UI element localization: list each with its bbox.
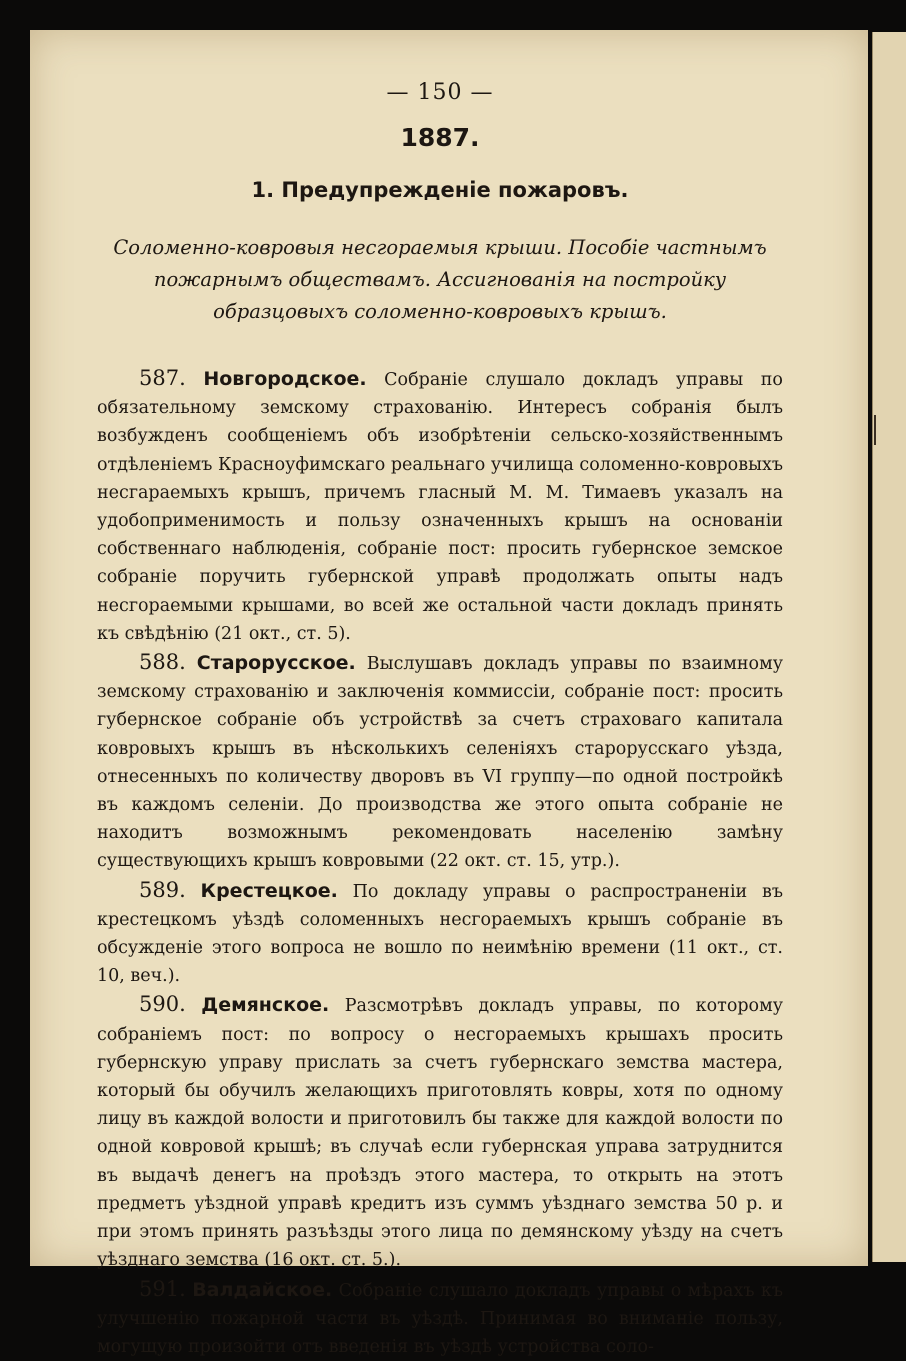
entry-589 bbox=[97, 876, 783, 991]
page-number: — 150 — bbox=[97, 80, 783, 105]
entry-district-name: Валдайское. bbox=[192, 1279, 332, 1301]
entry-number: 590. bbox=[139, 992, 186, 1016]
section-summary: Соломенно-ковровыя несгораемыя крыши. Пособіе частнымъ пожарнымъ обществамъ. Ассигнованія на постройку образцовыхъ соломенно-ковровыхъ крышъ. bbox=[97, 232, 783, 328]
entry-588 bbox=[97, 648, 783, 876]
entry-number: 587. bbox=[139, 366, 186, 390]
page-fold-mark bbox=[868, 415, 876, 445]
entry-text: Разсмотрѣвъ докладъ управы, по которому собраніемъ пост: по вопросу о несгораемыхъ крышахъ просить губернскую управу прислать за счетъ губернскаго земства мастера, который бы обучилъ желающихъ приготовлять ковры, хотя по одному лицу въ каждой волости и приготовилъ бы также для каждой волости по одной ковровой крышѣ; въ случаѣ если губернская управа затруднится въ выдачѣ денегъ на проѣздъ этого мастера, то открыть на этотъ предметъ уѣздной управѣ кредитъ изъ суммъ уѣзднаго земства 50 р. и при этомъ принять разъѣзды этого лица по демянскому уѣзду на счетъ уѣзднаго земства (16 окт. ст. 5.). bbox=[97, 996, 783, 1270]
entry-591 bbox=[97, 1275, 783, 1361]
entry-number: 589. bbox=[139, 878, 186, 902]
year-heading: 1887. bbox=[97, 123, 783, 152]
entry-587 bbox=[97, 364, 783, 648]
entry-district-name: Демянское. bbox=[201, 994, 329, 1016]
entry-590 bbox=[97, 990, 783, 1274]
entry-text: Собраніе слушало докладъ управы о мѣрахъ къ улучшенію пожарной части въ уѣздѣ. Принимая во вниманіе пользу, могущую произойти отъ введенія въ уѣздѣ устройства соло- bbox=[97, 1281, 783, 1357]
entry-number: 591. bbox=[139, 1277, 186, 1301]
adjacent-page-edge bbox=[872, 32, 906, 1262]
section-title: 1. Предупрежденіе пожаровъ. bbox=[97, 178, 783, 202]
entry-number: 588. bbox=[139, 650, 186, 674]
entry-text: Собраніе слушало докладъ управы по обязательному земскому страхованію. Интересъ собранія былъ возбужденъ сообщеніемъ объ изобрѣтеніи сельско-хозяйственнымъ отдѣленіемъ Красноуфимскаго реальнаго училища соломенно-ковровыхъ несгараемыхъ крышъ, причемъ гласный М. М. Тимаевъ указалъ на удобоприменимость и пользу означенныхъ крышъ на основаніи собственнаго наблюденія, собраніе пост: просить губернское земское собраніе поручить губернской управѣ продолжать опыты надъ несгораемыми крышами, во всей же остальной части докладъ принять къ свѣдѣнію (21 окт., ст. 5). bbox=[97, 370, 783, 644]
entry-district-name: Крестецкое. bbox=[201, 880, 338, 902]
entry-district-name: Новгородское. bbox=[203, 368, 366, 390]
entry-district-name: Старорусское. bbox=[197, 652, 356, 674]
page-content bbox=[97, 80, 783, 1361]
entry-text: Выслушавъ докладъ управы по взаимному земскому страхованію и заключенія коммиссіи, собраніе пост: просить губернское собраніе объ устройствѣ за счетъ страховаго капитала ковровыхъ крышъ въ нѣсколькихъ селеніяхъ старорусскаго уѣзда, отнесенныхъ по количеству дворовъ въ VI группу—по одной постройкѣ въ каждомъ селеніи. До производства же этого опыта собраніе не находитъ возможнымъ рекомендовать населенію замѣну существующихъ крышъ ковровыми (22 окт. ст. 15, утр.). bbox=[97, 654, 783, 871]
entry-text: По докладу управы о распространеніи въ крестецкомъ уѣздѣ соломенныхъ несгораемыхъ крышъ собраніе въ обсужденіе этого вопроса не вошло по неимѣнію времени (11 окт., ст. 10, веч.). bbox=[97, 882, 783, 987]
